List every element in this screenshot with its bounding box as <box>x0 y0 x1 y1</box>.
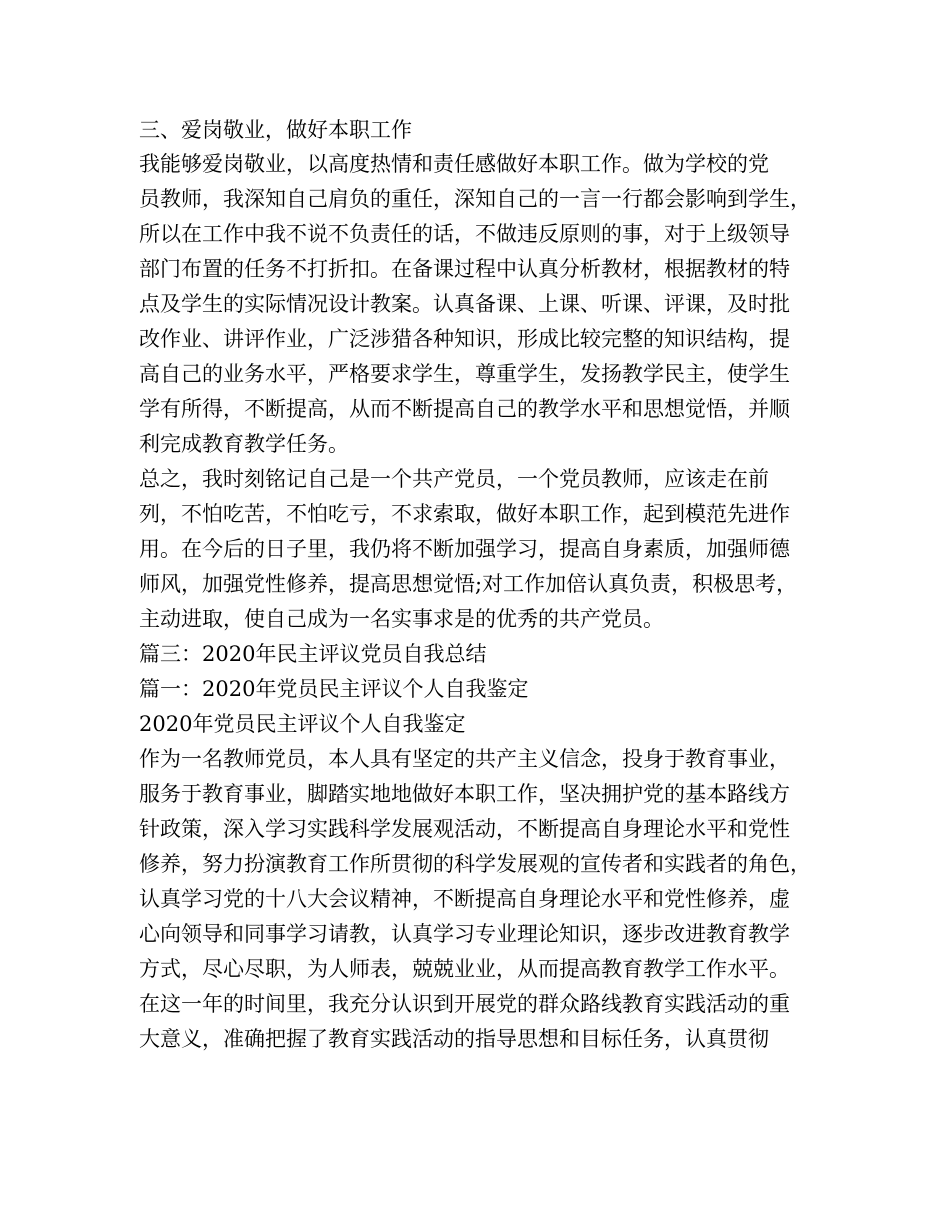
text-line: 在这一年的时间里，我充分认识到开展党的群众路线教育实践活动的重 <box>139 992 790 1016</box>
text-line: 心向领导和同事学习请教，认真学习专业理论知识，逐步改进教育教学 <box>139 922 790 946</box>
text-line: 部门布置的任务不打折扣。在备课过程中认真分析教材，根据教材的特 <box>139 257 790 281</box>
section-heading: 篇三：2020年民主评议党员自我总结 <box>139 642 487 666</box>
text-line: 主动进取，使自己成为一名实事求是的优秀的共产党员。 <box>139 607 664 631</box>
text-line: 总之，我时刻铭记自己是一个共产党员，一个党员教师，应该走在前 <box>139 467 769 491</box>
text-line: 修养，努力扮演教育工作所贯彻的科学发展观的宣传者和实践者的角色， <box>139 852 811 876</box>
text-line: 方式，尽心尽职，为人师表，兢兢业业，从而提高教育教学工作水平。 <box>139 957 790 981</box>
section-heading: 三、爱岗敬业，做好本职工作 <box>139 118 412 142</box>
text-line: 高自己的业务水平，严格要求学生，尊重学生，发扬教学民主，使学生 <box>139 362 790 386</box>
text-line: 作为一名教师党员，本人具有坚定的共产主义信念，投身于教育事业， <box>139 747 790 771</box>
text-line: 我能够爱岗敬业，以高度热情和责任感做好本职工作。做为学校的党 <box>139 152 769 176</box>
text-line: 改作业、讲评作业，广泛涉猎各种知识，形成比较完整的知识结构，提 <box>139 327 790 351</box>
text-line: 大意义，准确把握了教育实践活动的指导思想和目标任务，认真贯彻 <box>139 1027 769 1051</box>
text-line: 点及学生的实际情况设计教案。认真备课、上课、听课、评课，及时批 <box>139 292 790 316</box>
text-line: 服务于教育事业，脚踏实地地做好本职工作，坚决拥护党的基本路线方 <box>139 782 790 806</box>
text-line: 师风，加强党性修养，提高思想觉悟;对工作加倍认真负责，积极思考， <box>139 572 798 596</box>
text-line: 用。在今后的日子里，我仍将不断加强学习，提高自身素质，加强师德 <box>139 537 790 561</box>
text-line: 利完成教育教学任务。 <box>139 432 349 456</box>
section-heading: 2020年党员民主评议个人自我鉴定 <box>139 712 466 736</box>
text-line: 列，不怕吃苦，不怕吃亏，不求索取，做好本职工作，起到模范先进作 <box>139 502 790 526</box>
text-line: 所以在工作中我不说不负责任的话，不做违反原则的事，对于上级领导 <box>139 222 790 246</box>
text-line: 针政策，深入学习实践科学发展观活动，不断提高自身理论水平和党性 <box>139 817 790 841</box>
section-heading: 篇一：2020年党员民主评议个人自我鉴定 <box>139 677 529 701</box>
text-line: 员教师，我深知自己肩负的重任，深知自己的一言一行都会影响到学生， <box>139 187 811 211</box>
text-line: 学有所得，不断提高，从而不断提高自己的教学水平和思想觉悟，并顺 <box>139 397 790 421</box>
text-line: 认真学习党的十八大会议精神，不断提高自身理论水平和党性修养，虚 <box>139 887 790 911</box>
